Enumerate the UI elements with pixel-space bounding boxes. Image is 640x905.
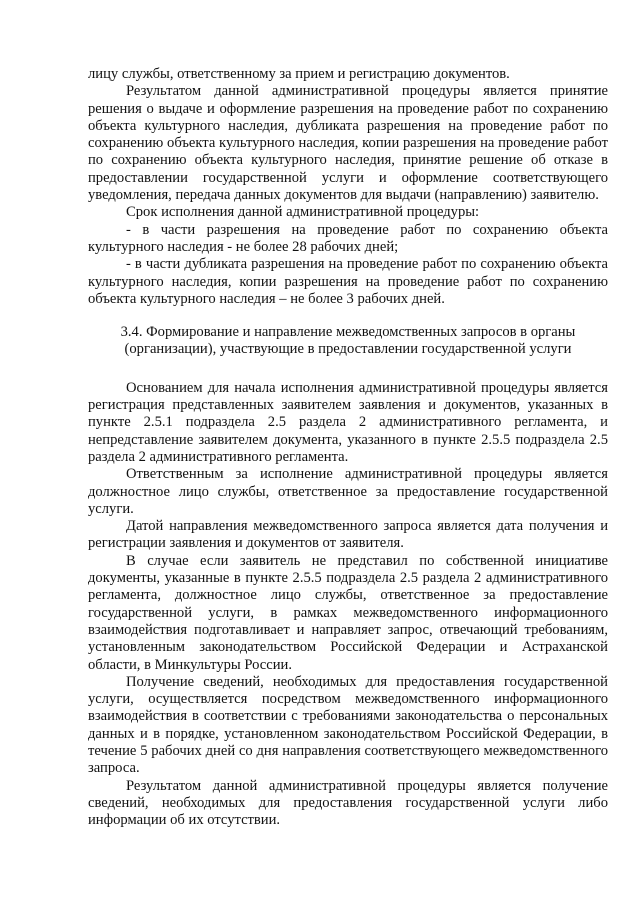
paragraph-continuation: лицу службы, ответственному за прием и регистрацию документов. [88, 66, 510, 82]
section-heading [88, 324, 608, 359]
paragraph-deadline-intro: Срок исполнения данной административной процедуры: [126, 204, 480, 221]
paragraph-deadline-permit: - в части разрешения на проведение работ по сохранению объекта культурного наследия - не более 28 рабочих дней; [88, 221, 608, 255]
section-heading-line-2: (организации), участвующие в предоставлении государственной услуги [124, 341, 572, 358]
paragraph-result: Результатом данной административной процедуры является принятие решения о выдаче и оформление разрешения на проведение работ по сохранению объекта культурного наследия, дубликата разрешения на проведение работ по сохранению объекта культурного наследия, копии разрешения на проведение работ по сохранению объекта культурного наследия, принятие решение об отказе в предоставлении государственной услуги и оформление соответствующего уведомления, передача данных документов для выдачи (направлению) заявителю. [88, 83, 608, 204]
paragraph-responsible: Ответственным за исполнение административной процедуры является должностное лицо службы, ответственное за предоставление государственной услуги. [88, 466, 608, 517]
paragraph-request-case: В случае если заявитель не представил по собственной инициативе документы, указанные в пункте 2.5.5 подраздела 2.5 раздела 2 административного регламента, должностное лицо службы, ответственное за предоставление государственной услуги, в рамках межведомственного информационного взаимодействия подготавливает и направляет запрос, отвечающий требованиям, установленным законодательством Российской Федерации и Астраханской области, в Минкультуры России. [88, 552, 608, 673]
paragraph-info-receipt: Получение сведений, необходимых для предоставления государственной услуги, осуществляется посредством межведомственного информационного взаимодействия в соответствии с требованиями законодательства о персональных данных и в порядке, установленном законодательством Российской Федерации, в течение 5 рабочих дней со дня направления соответствующего межведомственного запроса. [88, 673, 608, 777]
section-gap [88, 359, 608, 380]
paragraph-deadline-duplicate: - в части дубликата разрешения на проведение работ по сохранению объекта культурного наследия, копии разрешения на проведение работ по сохранению объекта культурного наследия – не более 3 рабочих дней. [88, 256, 608, 307]
paragraph-procedure-result: Результатом данной административной процедуры является получение сведений, необходимых для предоставления государственной услуги либо информации об их отсутствии. [88, 777, 608, 829]
document-page [88, 66, 608, 829]
paragraph-basis: Основанием для начала исполнения административной процедуры является регистрация представленных заявителем заявления и документов, указанных в пункте 2.5.1 подраздела 2.5 раздела 2 административного регламента, и непредставление заявителем документа, указанного в пункте 2.5.5 подраздела 2.5 раздела 2 административного регламента. [88, 379, 608, 465]
section-heading-line-1: 3.4. Формирование и направление межведомственных запросов в органы [120, 324, 576, 341]
paragraph-request-date: Датой направления межведомственного запроса является дата получения и регистрации заявления и документов от заявителя. [88, 518, 608, 552]
